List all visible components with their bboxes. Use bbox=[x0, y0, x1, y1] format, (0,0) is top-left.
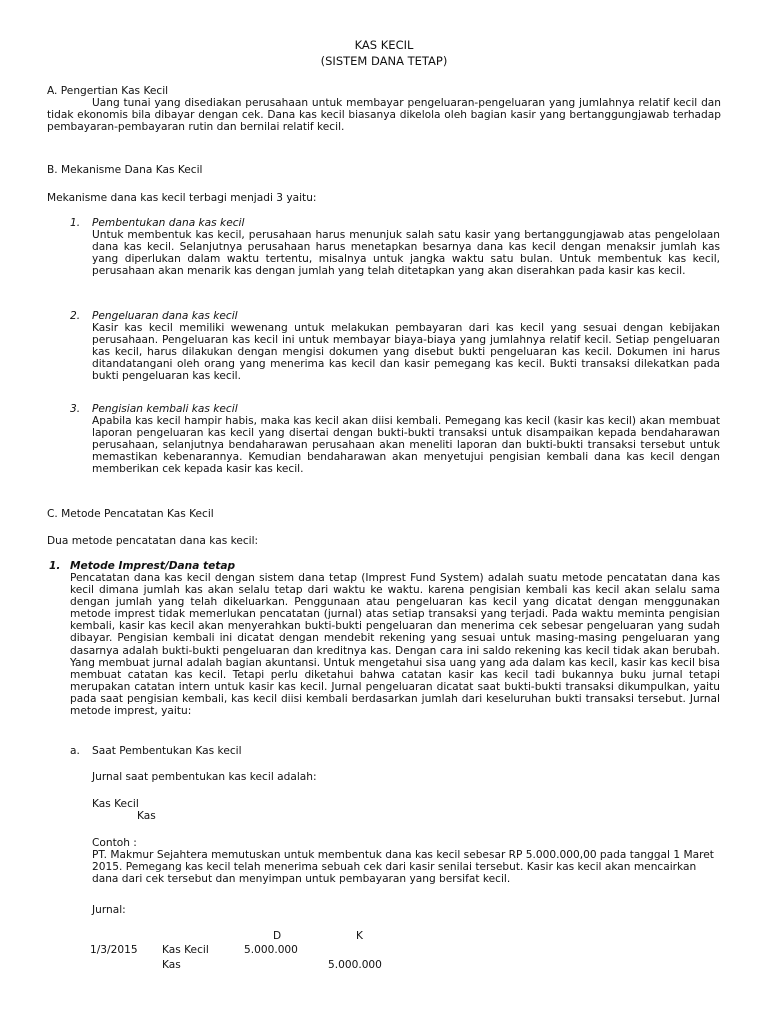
journal-row-1-date: 1/3/2015 bbox=[90, 944, 138, 956]
journal-label: Jurnal: bbox=[92, 904, 126, 916]
section-c-heading: C. Metode Pencatatan Kas Kecil bbox=[47, 508, 214, 520]
journal-row-1-debit: 5.000.000 bbox=[244, 944, 298, 956]
section-c-intro: Dua metode pencatatan dana kas kecil: bbox=[47, 535, 259, 547]
document-subtitle: (SISTEM DANA TETAP) bbox=[320, 54, 448, 68]
method-1-number: 1. bbox=[49, 560, 61, 572]
journal-row-2-credit: 5.000.000 bbox=[328, 959, 382, 971]
journal-row-1-account: Kas Kecil bbox=[162, 944, 209, 956]
journal-debit-account: Kas Kecil bbox=[92, 798, 139, 810]
section-b-item-3-text: Apabila kas kecil hampir habis, maka kas kecil akan diisi kembali. Pemegang kas kecil (kasir kas kecil) akan membuat laporan pengeluaran kas kecil yang disertai dengan bukti-bukti transaksi untuk disampaikan kepada bendaharawan perusahaan, selanjutnya bendaharawan perusahaan akan meneliti laporan dan bukti-bukti transaksi tersebut untuk memastikan kebenarannya. Kemudian bendaharawan akan menyetujui pengisian kembali dana kas kecil dengan memberikan cek kepada kasir kas kecil. bbox=[92, 415, 720, 476]
section-b-item-1-text: Untuk membentuk kas kecil, perusahaan harus menunjuk salah satu kasir yang bertanggungjawab atas pengelolaan dana kas kecil. Selanjutnya perusahaan harus menetapkan besarnya dana kas kecil dengan menaksir jumlah kas yang diperlukan dalam waktu tertentu, misalnya untuk jangka waktu satu bulan. Untuk membentuk kas kecil, perusahaan akan menarik kas dengan jumlah yang telah ditetapkan yang akan diserahkan pada kasir kas kecil. bbox=[92, 229, 720, 278]
section-b-heading: B. Mekanisme Dana Kas Kecil bbox=[47, 164, 203, 176]
method-1-text: Pencatatan dana kas kecil dengan sistem dana tetap (Imprest Fund System) adalah suatu metode pencatatan dana kas kecil dimana jumlah kas akan selalu tetap dari waktu ke waktu. karena pengisian kembali kas kecil akan selalu sama dengan jumlah yang telah dikeluarkan. Penggunaan atau pengeluaran kas kecil yang dicatat dengan menggunakan metode imprest tidak memerlukan pencatatan (jurnal) atas setiap transaksi yang terjadi. Pada waktu meminta pengisian kembali, kasir kas kecil akan menyerahkan bukti-bukti pengeluaran dan menerima cek sebesar pengeluaran yang sudah dibayar. Pengisian kembali ini dicatat dengan mendebit rekening yang sesuai untuk masing-masing pengeluaran yang dasarnya adalah bukti-bukti pengeluaran dan kreditnya kas. Dengan cara ini saldo rekening kas kecil tidak akan berubah. Yang membuat jurnal adalah bagian akuntansi. Untuk mengetahui sisa uang yang ada dalam kas kecil, kasir kas kecil bisa membuat catatan kas kecil. Tetapi perlu diketahui bahwa catatan kasir kas kecil tadi bukannya buku jurnal tetapi merupakan catatan intern untuk kasir kas kecil. Jurnal pengeluaran dicatat saat bukti-bukti transaksi dikumpulkan, yaitu pada saat pengisian kembali, kas kecil diisi kembali berdasarkan jumlah dari keseluruhan bukti transaksi tersebut. Jurnal metode imprest, yaitu: bbox=[70, 572, 720, 718]
section-b-item-1-title: Pembentukan dana kas kecil bbox=[92, 217, 245, 229]
section-b-intro: Mekanisme dana kas kecil terbagi menjadi 3 yaitu: bbox=[47, 192, 317, 204]
section-b-item-2-number: 2. bbox=[70, 310, 81, 322]
journal-column-debit: D bbox=[273, 930, 282, 942]
section-a-heading: A. Pengertian Kas Kecil bbox=[47, 85, 169, 97]
section-b-item-3-title: Pengisian kembali kas kecil bbox=[92, 403, 238, 415]
section-a-paragraph: Uang tunai yang disediakan perusahaan untuk membayar pengeluaran-pengeluaran yang jumlahnya relatif kecil dan tidak ekonomis bila dibayar dengan cek. Dana kas kecil biasanya dikelola oleh bagian kasir yang bertanggungjawab terhadap pembayaran-pembayaran rutin dan bernilai relatif kecil. bbox=[47, 97, 721, 134]
section-b-item-2-title: Pengeluaran dana kas kecil bbox=[92, 310, 238, 322]
section-b-item-3-number: 3. bbox=[70, 403, 81, 415]
document-title: KAS KECIL bbox=[354, 38, 414, 52]
example-text: PT. Makmur Sejahtera memutuskan untuk membentuk dana kas kecil sebesar RP 5.000.000,00 pada tanggal 1 Maret 2015. Pemegang kas kecil telah menerima sebuah cek dari kasir senilai tersebut. Kasir kas kecil akan mencairkan dana dari cek tersebut dan menyimpan untuk pembayaran yang bersifat kecil. bbox=[92, 849, 714, 886]
example-label: Contoh : bbox=[92, 837, 137, 849]
journal-column-credit: K bbox=[356, 930, 363, 942]
section-b-item-2-text: Kasir kas kecil memiliki wewenang untuk melakukan pembayaran dari kas kecil yang sesuai dengan kebijakan perusahaan. Pengeluaran kas kecil ini untuk membayar biaya-biaya yang jumlahnya relatif kecil. Setiap pengeluaran kas kecil, harus dilakukan dengan mengisi dokumen yang disebut bukti pengeluaran kas kecil. Dokumen ini harus ditandatangani oleh orang yang menerima kas kecil dan kasir pemegang kas kecil. Bukti transaksi dilekatkan pada bukti pengeluaran kas kecil. bbox=[92, 322, 720, 383]
sub-a-letter: a. bbox=[70, 745, 80, 757]
section-b-item-1-number: 1. bbox=[70, 217, 81, 229]
journal-row-2-account: Kas bbox=[162, 959, 181, 971]
journal-credit-account: Kas bbox=[137, 810, 156, 822]
sub-a-title: Saat Pembentukan Kas kecil bbox=[92, 745, 242, 757]
method-1-title: Metode Imprest/Dana tetap bbox=[70, 560, 236, 572]
journal-intro: Jurnal saat pembentukan kas kecil adalah: bbox=[92, 771, 317, 783]
